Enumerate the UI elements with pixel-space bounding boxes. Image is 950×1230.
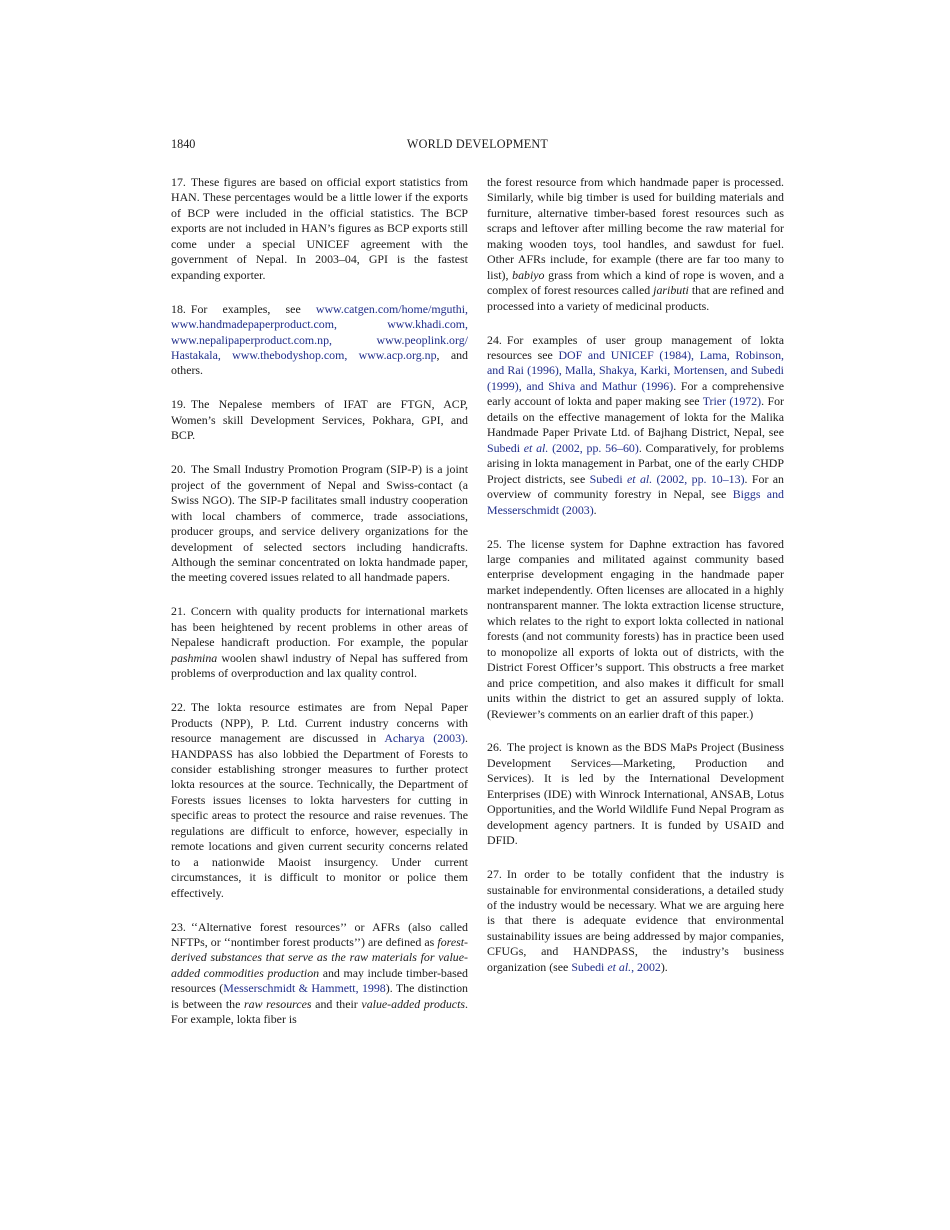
website-links[interactable]: www.catgen.com/home/mguthi, www.handmadepaperproduct.com, www.khadi.com, www.nepalipaperproduct.com.np, www.peoplink.org/ Hastakala, www.thebodyshop.com, www.acp.org.np [171,301,468,363]
footnote-22 [171,700,468,901]
right-column [487,175,784,994]
footnote-number: 27. [487,867,502,882]
citation-author: Subedi [589,471,627,486]
citation-link[interactable] [487,441,639,455]
footnote-text: the forest resource from which handmade paper is processed. Similarly, while big timber is used for building materials and furniture, alternative timber-based forest resources such as scraps and leftover after milling become the raw material for making wooden toys, tool handles, and sawdust for fuel. Other AFRs include, for example (there are far too many to list), [487,175,784,282]
citation-link[interactable]: Biggs and Messerschmidt (2003) [487,487,784,517]
citation-etal: et al. [627,471,653,486]
footnote-number: 17. [171,175,186,189]
page-number: 1840 [171,137,196,151]
footnote-25 [487,537,784,722]
citation-link[interactable]: DOF and UNICEF (1984), Lama, Robinson, and Rai (1996), Malla, Shakya, Karki, Mortensen, and Subedi (1999), and Shiva and Mathur (1996) [487,348,784,393]
italic-phrase: value-added products [361,996,466,1011]
footnote-21 [171,604,468,681]
footnote-number: 21. [171,604,186,619]
citation-link[interactable]: Messerschmidt & Hammett, 1998 [223,981,386,996]
footnote-text: and may include timber-based resources ( [171,965,468,996]
footnote-number: 22. [171,700,186,715]
journal-title: WORLD DEVELOPMENT [406,137,549,151]
footnote-text: Concern with quality products for international markets has been heightened by recent problems in other areas of Nepalese handicraft production. For example, the popular [171,604,468,650]
footnote-text: The license system for Daphne extraction has favored large companies and militated against community based enterprise development engaging in the handmade paper market independently. Often licenses are allocated in a highly nontransparent manner. The lokta extraction license structure, which relates to the right to export lokta collected in national forests (and not community forests) has in practice been used to monopolize all exports of lokta out of districts, with the District Forest Officer’s support. This obstructs a free market and price competition, and also makes it difficult for small units within the district to get an assured supply of lokta. (Reviewer’s comments on an earlier draft of this paper.) [487,536,784,721]
footnote-number: 24. [487,332,502,347]
italic-term: jaributi [653,283,689,298]
citation-author: Subedi [487,440,524,455]
footnote-number: 25. [487,536,502,551]
footnote-20 [171,462,468,586]
footnote-text: . HANDPASS has also lobbied the Department of Forests to consider establishing stronger measures to further protect lokta resources at the source. Technically, the Department of Forests issues licenses to lokta harvesters for cutting in specific areas to protect the resource and raise revenues. The regulations are difficult to enforce, however, especially in remote locations and given current security concerns related to a nationwide Maoist insurgency. Under current circumstances, it is difficult to monitor or police them effectively. [171,731,468,900]
footnote-number: 18. [171,301,186,316]
footnote-number: 19. [171,397,186,412]
footnote-23-continued [487,175,784,314]
footnote-text: , and others. [171,348,468,378]
footnote-text: . For details on the effective management of lokta for the Malika Handmade Paper Private Ltd. of Bajhang District, Nepal, see [487,394,784,440]
italic-phrase: raw resources [244,996,312,1011]
italic-term: pashmina [171,650,218,665]
citation-etal: et al. [523,440,549,455]
footnote-text: grass from which a kind of rope is woven, and a complex of forest resources called [487,267,784,298]
footnote-text: . For an overview of community forestry in Nepal, see [487,471,784,502]
footnote-24 [487,333,784,518]
footnote-text: . Comparatively, for problems arising in lokta management in Parbat, one of the early CHDP Project districts, see [487,440,784,486]
footnote-text: woolen shawl industry of Nepal has suffered from problems of overproduction and lax quality control. [171,650,468,681]
footnote-number: 26. [487,740,502,755]
running-header [171,137,784,155]
footnote-text: The Nepalese members of IFAT are FTGN, ACP, Women’s skill Development Services, Pokhara, GPI, and BCP. [171,397,468,443]
citation-link[interactable]: Acharya (2003) [384,731,466,746]
footnote-27 [487,867,784,975]
footnote-17 [171,175,468,283]
footnote-text: . [593,502,597,517]
footnote-text: In order to be totally confident that the industry is sustainable for environmental considerations, a detailed study of the industry would be necessary. What we are arguing here is that there is adequate evidence that environmental sustainability issues are being addressed by major companies, CFUGs, and HANDPASS, the industry’s business organization (see [487,867,784,974]
citation-author: Subedi [571,959,608,974]
footnote-number: 20. [171,462,186,477]
citation-year: (2002, pp. 10–13) [652,471,745,486]
footnote-text: The lokta resource estimates are from Nepal Paper Products (NPP), P. Ltd. Current industry concerns with resource management are discussed in [171,700,468,746]
footnote-text: The Small Industry Promotion Program (SIP-P) is a joint project of the government of Nepal and Swiss-contact (a Swiss NGO). The SIP-P facilitates small industry cooperation with local chambers of commerce, trade associations, producer groups, and service delivery organizations for the development of selected sectors including handicrafts. Although the seminar concentrated on lokta handmade paper, the meeting covered issues related to all handmade papers. [171,462,468,585]
citation-year: (2002, pp. 56–60) [548,440,639,455]
footnote-text: ‘‘Alternative forest resources’’ or AFRs (also called NFTPs, or ‘‘nontimber forest products’’) are defined as [171,919,468,950]
footnote-text: . For a comprehensive early account of lokta and paper making see [487,378,784,409]
footnote-19 [171,397,468,443]
italic-term: babiyo [512,267,545,282]
footnote-text: . For example, lokta fiber is [171,996,468,1027]
footnote-text: For examples of user group management of lokta resources see [487,332,784,363]
footnote-26 [487,740,784,848]
left-column [171,175,468,1046]
footnote-text: that are refined and processed into a variety of medicinal products. [487,283,784,313]
footnote-text: ). [660,959,668,974]
italic-phrase: forest-derived substances that serve as the raw materials for value-added commodities production [171,935,468,980]
citation-link[interactable] [571,960,661,974]
footnote-number: 23. [171,919,186,934]
citation-year: , 2002 [631,959,661,974]
footnote-text: The project is known as the BDS MaPs Project (Business Development Services—Marketing, Production and Services). It is led by the International Development Enterprises (IDE) with Winrock International, ANSAB, Lotus Opportunities, and the World Wildlife Fund Nepal Program as development agency partners. It is funded by USAID and DFID. [487,740,784,848]
citation-etal: et al. [607,959,632,974]
footnote-text: and their [311,996,362,1011]
footnote-18 [171,302,468,379]
footnote-23 [171,920,468,1028]
footnote-text: For examples, see [190,301,316,316]
citation-link[interactable]: Trier (1972) [702,394,762,409]
footnote-text: ). The distinction is between the [171,981,468,1011]
footnote-text: These figures are based on official export statistics from HAN. These percentages would be a little lower if the exports of BCP were included in the official statistics. The BCP exports are not included in HAN’s figures as BCP exports still come under a special UNICEF agreement with the government of Nepal. In 2003–04, GPI is the fastest expanding exporter. [171,175,468,282]
citation-link[interactable] [590,472,745,486]
